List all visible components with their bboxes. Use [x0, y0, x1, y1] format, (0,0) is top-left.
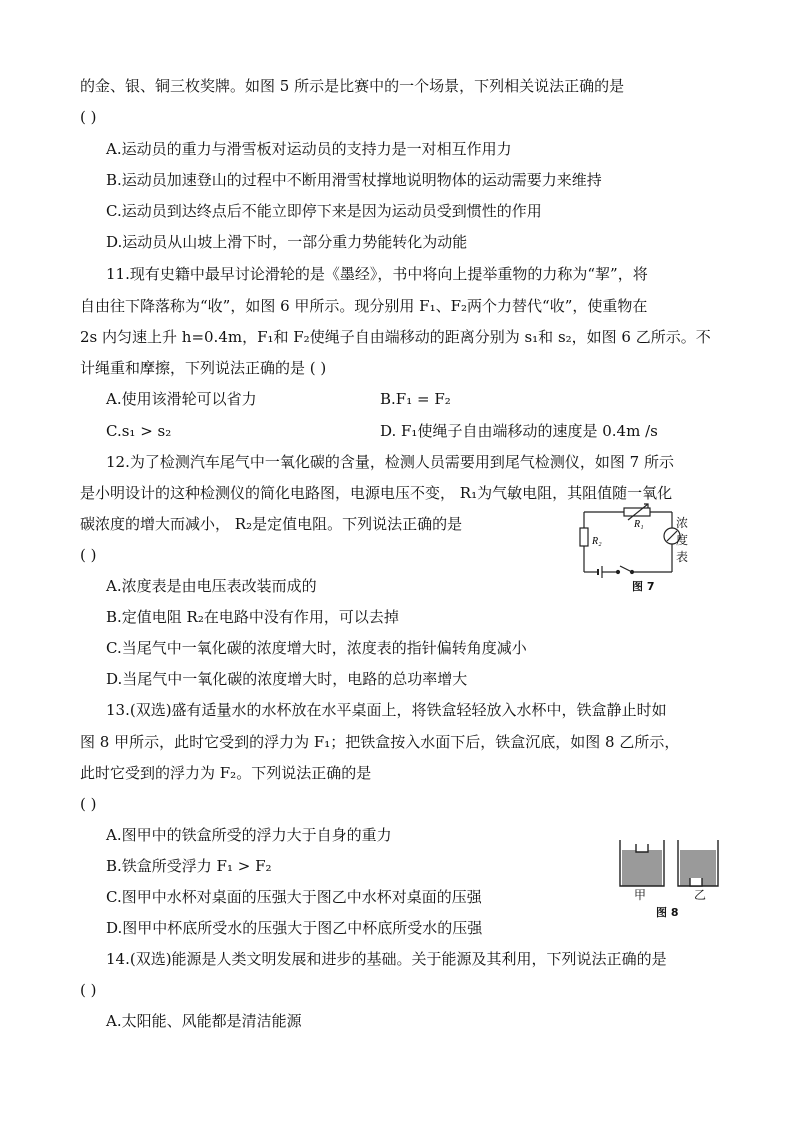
q11-option-d: D. F₁使绳子自由端移动的速度是 0.4m /s	[380, 422, 658, 440]
figure-8-caption: 图 8	[656, 906, 679, 919]
q13-option-c: C.图甲中水杯对桌面的压强大于图乙中水杯对桌面的压强	[106, 888, 482, 906]
q12-answer-paren: ( )	[80, 546, 97, 564]
cup-b-label: 乙	[694, 888, 707, 902]
q13-option-a: A.图甲中的铁盒所受的浮力大于自身的重力	[106, 826, 392, 844]
q10-stem: 的金、银、铜三枚奖牌。如图 5 所示是比赛中的一个场景，下列相关说法正确的是	[80, 77, 625, 95]
q11-stem-2: 自由往下降落称为“收”，如图 6 甲所示。现分别用 F₁、F₂两个力替代“收”，使重物在	[80, 297, 648, 315]
r2-label: R₂	[592, 536, 602, 547]
q10-option-b: B.运动员加速登山的过程中不断用滑雪杖撑地说明物体的运动需要力来维持	[106, 171, 602, 189]
figure-7-caption: 图 7	[632, 580, 655, 593]
q12-option-a: A.浓度表是由电压表改装而成的	[106, 577, 317, 595]
q12-option-d: D.当尾气中一氧化碳的浓度增大时，电路的总功率增大	[106, 670, 468, 688]
q14-stem: 14.(双选)能源是人类文明发展和进步的基础。关于能源及其利用，下列说法正确的是	[106, 950, 667, 968]
cup-a-label: 甲	[634, 888, 647, 902]
q11-stem-3: 2s 内匀速上升 h=0.4m，F₁和 F₂使绳子自由端移动的距离分别为 s₁和 s₂，如图 6 乙所示。不	[80, 328, 711, 346]
q14-answer-paren: ( )	[80, 981, 97, 999]
q12-stem-1: 12.为了检测汽车尾气中一氧化碳的含量，检测人员需要用到尾气检测仪，如图 7 所示	[106, 453, 674, 471]
q13-stem-2: 图 8 甲所示，此时它受到的浮力为 F₁；把铁盒按入水面下后，铁盒沉底，如图 8 乙所示，	[80, 733, 680, 751]
q12-stem-3: 碳浓度的增大而减小， R₂是定值电阻。下列说法正确的是	[80, 515, 463, 533]
q12-stem-2: 是小明设计的这种检测仪的简化电路图，电源电压不变， R₁为气敏电阻，其阻值随一氧化	[80, 484, 673, 502]
q10-option-d: D.运动员从山坡上滑下时，一部分重力势能转化为动能	[106, 233, 468, 251]
q10-option-a: A.运动员的重力与滑雪板对运动员的支持力是一对相互作用力	[106, 140, 512, 158]
q13-option-b: B.铁盒所受浮力 F₁ > F₂	[106, 857, 272, 875]
q13-answer-paren: ( )	[80, 795, 97, 813]
floating-box	[636, 844, 648, 852]
figure-7-circuit	[572, 500, 692, 592]
sunk-box	[690, 878, 702, 886]
meter-label: 浓度表	[676, 516, 689, 564]
r1-label: R₁	[634, 519, 644, 530]
q11-option-b: B.F₁ = F₂	[380, 390, 451, 408]
cup-a-water	[622, 850, 662, 886]
q12-option-b: B.定值电阻 R₂在电路中没有作用，可以去掉	[106, 608, 399, 626]
q11-stem-1: 11.现有史籍中最早讨论滑轮的是《墨经》，书中将向上提举重物的力称为“挈”，将	[106, 265, 648, 283]
q13-stem-1: 13.(双选)盛有适量水的水杯放在水平桌面上，将铁盒轻轻放入水杯中，铁盒静止时如	[106, 701, 667, 719]
q12-option-c: C.当尾气中一氧化碳的浓度增大时，浓度表的指针偏转角度减小	[106, 639, 527, 657]
q11-option-c: C.s₁ > s₂	[106, 422, 172, 440]
resistor-r2-symbol	[580, 528, 588, 546]
q10-answer-paren: ( )	[80, 108, 97, 126]
q13-option-d: D.图甲中杯底所受水的压强大于图乙中杯底所受水的压强	[106, 919, 483, 937]
q10-option-c: C.运动员到达终点后不能立即停下来是因为运动员受到惯性的作用	[106, 202, 542, 220]
q11-stem-4: 计绳重和摩擦，下列说法正确的是 ( )	[80, 359, 327, 377]
q13-stem-3: 此时它受到的浮力为 F₂。下列说法正确的是	[80, 764, 372, 782]
q14-option-a: A.太阳能、风能都是清洁能源	[106, 1012, 302, 1030]
resistor-r1-symbol	[624, 508, 650, 516]
figure-8-cups	[618, 836, 722, 922]
q11-option-a: A.使用该滑轮可以省力	[106, 390, 257, 408]
